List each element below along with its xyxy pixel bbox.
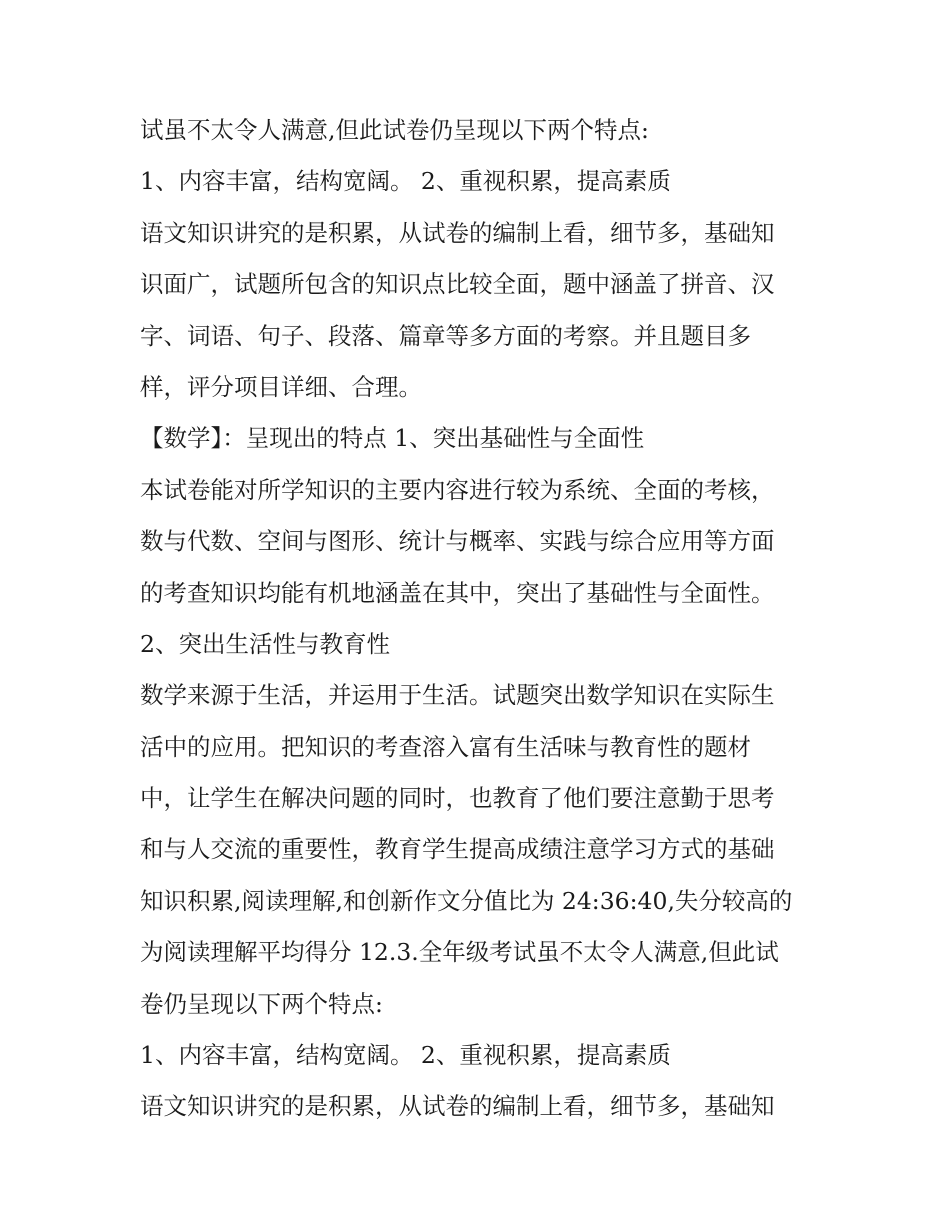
text-line: 数学来源于生活，并运用于生活。试题突出数学知识在实际生 xyxy=(140,681,775,710)
text-line: 中，让学生在解决问题的同时，也教育了他们要注意勤于思考 xyxy=(140,784,775,813)
text-line: 本试卷能对所学知识的主要内容进行较为系统、全面的考核， xyxy=(140,475,775,504)
text-line: 识面广，试题所包含的知识点比较全面，题中涵盖了拼音、汉 xyxy=(140,270,775,299)
text-line: 2、突出生活性与教育性 xyxy=(140,629,390,658)
text-line: 语文知识讲究的是积累，从试卷的编制上看，细节多，基础知 xyxy=(140,1092,775,1121)
text-line: 数与代数、空间与图形、统计与概率、实践与综合应用等方面 xyxy=(140,527,775,556)
text-line: 样，评分项目详细、合理。 xyxy=(140,372,422,401)
text-line: 1、内容丰富，结构宽阔。 2、重视积累，提高素质 xyxy=(140,167,671,196)
text-line: 卷仍呈现以下两个特点: xyxy=(140,989,383,1018)
text-line: 知识积累,阅读理解,和创新作文分值比为 24:36:40,失分较高的 xyxy=(140,886,793,915)
document-body xyxy=(140,108,820,1136)
text-line: 的考查知识均能有机地涵盖在其中，突出了基础性与全面性。 xyxy=(140,578,775,607)
text-line: 1、内容丰富，结构宽阔。 2、重视积累，提高素质 xyxy=(140,1041,671,1070)
text-line: 和与人交流的重要性，教育学生提高成绩注意学习方式的基础 xyxy=(140,835,775,864)
text-line: 字、词语、句子、段落、篇章等多方面的考察。并且题目多 xyxy=(140,321,751,350)
text-line: 活中的应用。把知识的考查溶入富有生活味与教育性的题材 xyxy=(140,732,751,761)
text-line: 语文知识讲究的是积累，从试卷的编制上看，细节多，基础知 xyxy=(140,218,775,247)
section-heading-math: 【数学】：呈现出的特点 1、突出基础性与全面性 xyxy=(140,424,645,453)
text-line: 为阅读理解平均得分 12.3.全年级考试虽不太令人满意,但此试 xyxy=(140,938,779,967)
text-line: 试虽不太令人满意,但此试卷仍呈现以下两个特点: xyxy=(140,116,649,144)
